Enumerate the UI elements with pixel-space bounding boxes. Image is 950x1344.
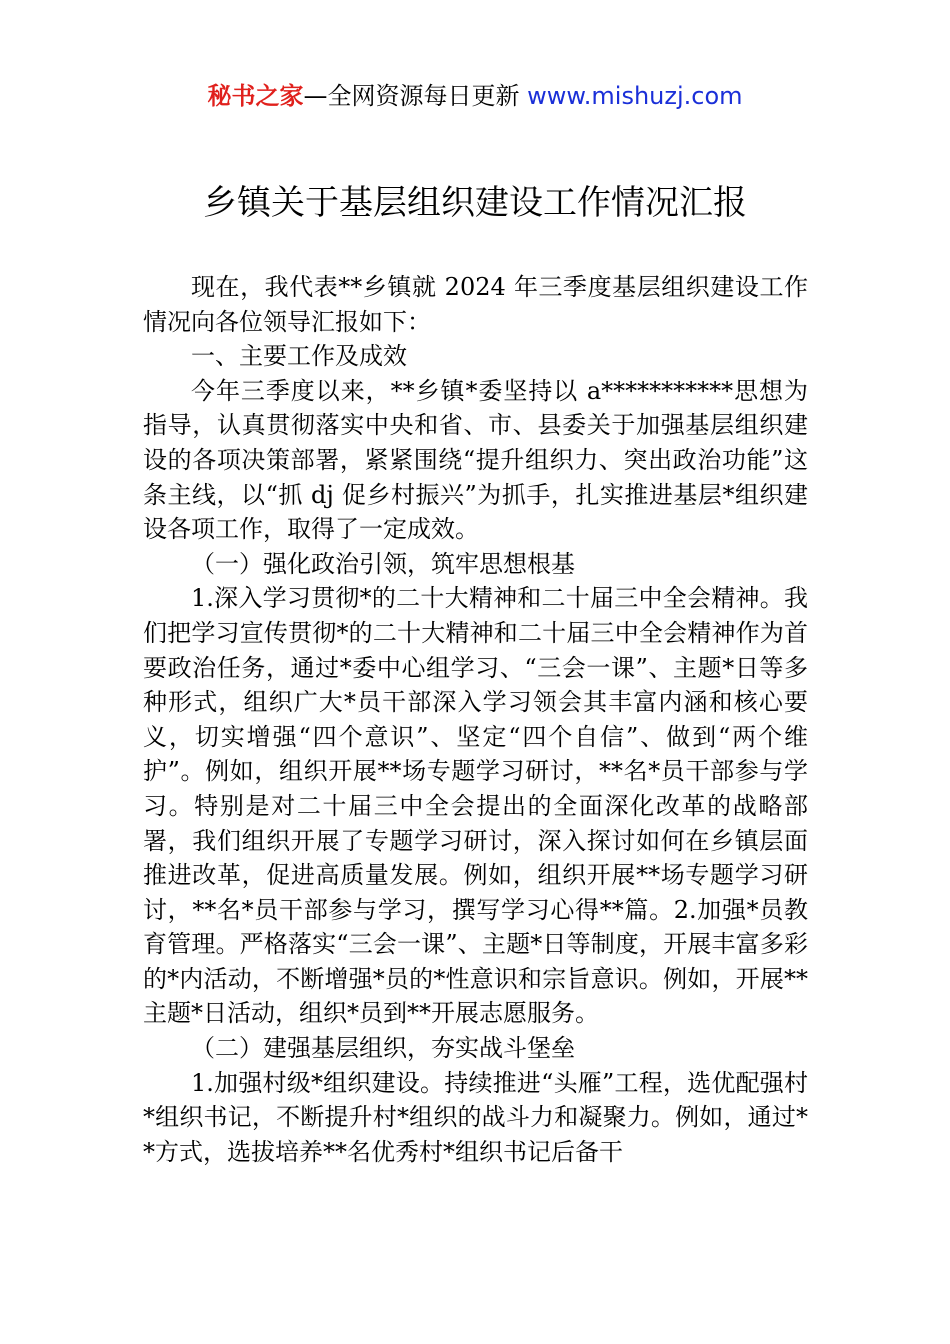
paragraph-study: 1.深入学习贯彻*的二十大精神和二十届三中全会精神。我们把学习宣传贯彻*的二十大精神和二十届三中全会精神作为首要政治任务，通过*委中心组学习、“三会一课”、主题*日等多种形式，组织广大*员干部深入学习领会其丰富内涵和核心要义，切实增强“四个意识”、坚定“四个自信”、做到“两个维护”。例如，组织开展**场专题学习研讨，**名*员干部参与学习。特别是对二十届三中全会提出的全面深化改革的战略部署，我们组织开展了专题学习研讨，深入探讨如何在乡镇层面推进改革，促进高质量发展。例如，组织开展**场专题学习研讨，**名*员干部参与学习，撰写学习心得**篇。2.加强*员教育管理。严格落实“三会一课”、主题*日等制度，开展丰富多彩的*内活动，不断增强*员的*性意识和宗旨意识。例如，开展**主题*日活动，组织*员到**开展志愿服务。 — [143, 584, 808, 1028]
paragraph-overview: 今年三季度以来，**乡镇*委坚持以 a***********思想为指导，认真贯彻落实中央和省、市、县委关于加强基层组织建设的各项决策部署，紧紧围绕“提升组织力、突出政治功能”这条主线，以“抓 dj 促乡村振兴”为抓手，扎实推进基层*组织建设各项工作，取得了一定成效。 — [143, 376, 808, 544]
document-title: 乡镇关于基层组织建设工作情况汇报 — [203, 183, 747, 223]
document-body — [143, 270, 808, 1169]
site-header — [0, 80, 950, 112]
site-tagline: —全网资源每日更新 — [303, 82, 528, 110]
paragraph-village-org: 1.加强村级*组织建设。持续推进“头雁”工程，选优配强村*组织书记，不断提升村*组织的战斗力和凝聚力。例如，通过**方式，选拔培养**名优秀村*组织书记后备干 — [143, 1068, 808, 1166]
paragraph-intro: 现在，我代表**乡镇就 2024 年三季度基层组织建设工作情况向各位领导汇报如下： — [143, 273, 808, 336]
site-url-link[interactable]: www.mishuzj.com — [527, 82, 743, 110]
subsection-heading-2: （二）建强基层组织，夯实战斗堡垒 — [191, 1034, 575, 1063]
section-heading-1: 一、主要工作及成效 — [191, 342, 407, 371]
site-brand: 秘书之家 — [207, 82, 304, 110]
subsection-heading-1: （一）强化政治引领，筑牢思想根基 — [191, 549, 575, 578]
